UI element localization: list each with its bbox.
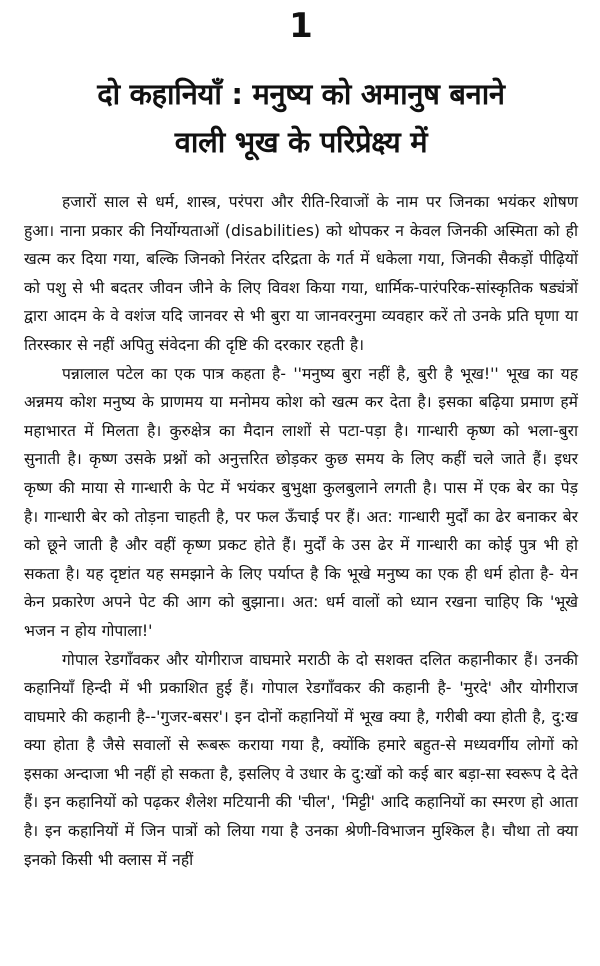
paragraph: पन्नालाल पटेल का एक पात्र कहता है- ''मनुष्य बुरा नहीं है, बुरी है भूख!'' भूख का यह अन्नमय कोश मनुष्य के प्राणमय या मनोमय कोश को खत्म कर देता है। इसका बढ़िया प्रमाण हमें महाभारत में मिलता है। कुरुक्षेत्र का मैदान लाशों से पटा-पड़ा है। गान्धारी कृष्ण को भला-बुरा सुनाती है। कृष्ण उसके प्रश्नों को अनुत्तरित छोड़कर कुछ समय के लिए कहीं चले जाते हैं। इधर कृष्ण की माया से गान्धारी के पेट में भयंकर बुभुक्षा कुलबुलाने लगती है। पास में एक बेर का पेड़ है। गान्धारी बेर को तोड़ना चाहती है, पर फल ऊँचाई पर हैं। अत: गान्धारी मुर्दों का ढेर बनाकर बेर को छूने जाती है और वहीं कृष्ण प्रकट होते हैं। मुर्दों के उस ढेर में गान्धारी का कोई पुत्र भी हो सकता है। यह दृष्टांत यह समझाने के लिए पर्याप्त है कि भूखे मनुष्य का एक ही धर्म होता है- येन केन प्रकारेण अपने पेट की आग को बुझाना। अत: धर्म वालों को ध्यान रखना चाहिए कि 'भूखे भजन न होय गोपाला!' xyxy=(24,364,578,640)
chapter-title-line-2: वाली भूख के परिप्रेक्ष्य में xyxy=(174,125,428,159)
chapter-number: 1 xyxy=(289,6,313,46)
body-text xyxy=(24,188,578,874)
paragraph: गोपाल रेडगाँवकर और योगीराज वाघमारे मराठी के दो सशक्त दलित कहानीकार हैं। उनकी कहानियाँ हिन्दी में भी प्रकाशित हुई हैं। गोपाल रेडगाँवकर की कहानी है- 'मुरदे' और योगीराज वाघमारे की कहानी है--'गुजर-बसर'। इन दोनों कहानियों में भूख क्या है, गरीबी क्या होती है, दु:ख क्या होता है जैसे सवालों से रूबरू कराया गया है, क्योंकि हमारे बहुत-से मध्यवर्गीय लोगों को इसका अन्दाजा भी नहीं हो सकता है, इसलिए वे उधार के दु:खों को कई बार बड़ा-सा स्वरूप दे देते हैं। इन कहानियों को पढ़कर शैलेश मटियानी की 'चील', 'मिट्टी' आदि कहानियों का स्मरण हो आता है। इन कहानियों में जिन पात्रों को लिया गया है उनका श्रेणी-विभाजन मुश्किल है। चौथा तो क्या इनको किसी भी क्लास में नहीं xyxy=(24,650,578,869)
chapter-title-line-1: दो कहानियाँ : मनुष्य को अमानुष बनाने xyxy=(97,77,505,111)
paragraph: हजारों साल से धर्म, शास्त्र, परंपरा और रीति-रिवाजों के नाम पर जिनका भयंकर शोषण हुआ। नाना प्रकार की निर्योग्यताओं (disabilities) को थोपकर न केवल जिनकी अस्मिता को ही खत्म कर दिया गया, बल्कि जिनको निरंतर दरिद्रता के गर्त में धकेला गया, जिनकी सैकड़ों पीढ़ियों को पशु से भी बदतर जीवन जीने के लिए विवश किया गया, धार्मिक-पारंपरिक-सांस्कृतिक षड्यंत्रों द्वारा आदम के वे वशंज यदि जानवर से भी बुरा या जानवरनुमा व्यवहार करें तो उनके प्रति घृणा या तिरस्कार से नहीं अपितु संवेदना की दृष्टि की दरकार रहती है। xyxy=(24,193,578,354)
chapter-title xyxy=(24,70,578,166)
